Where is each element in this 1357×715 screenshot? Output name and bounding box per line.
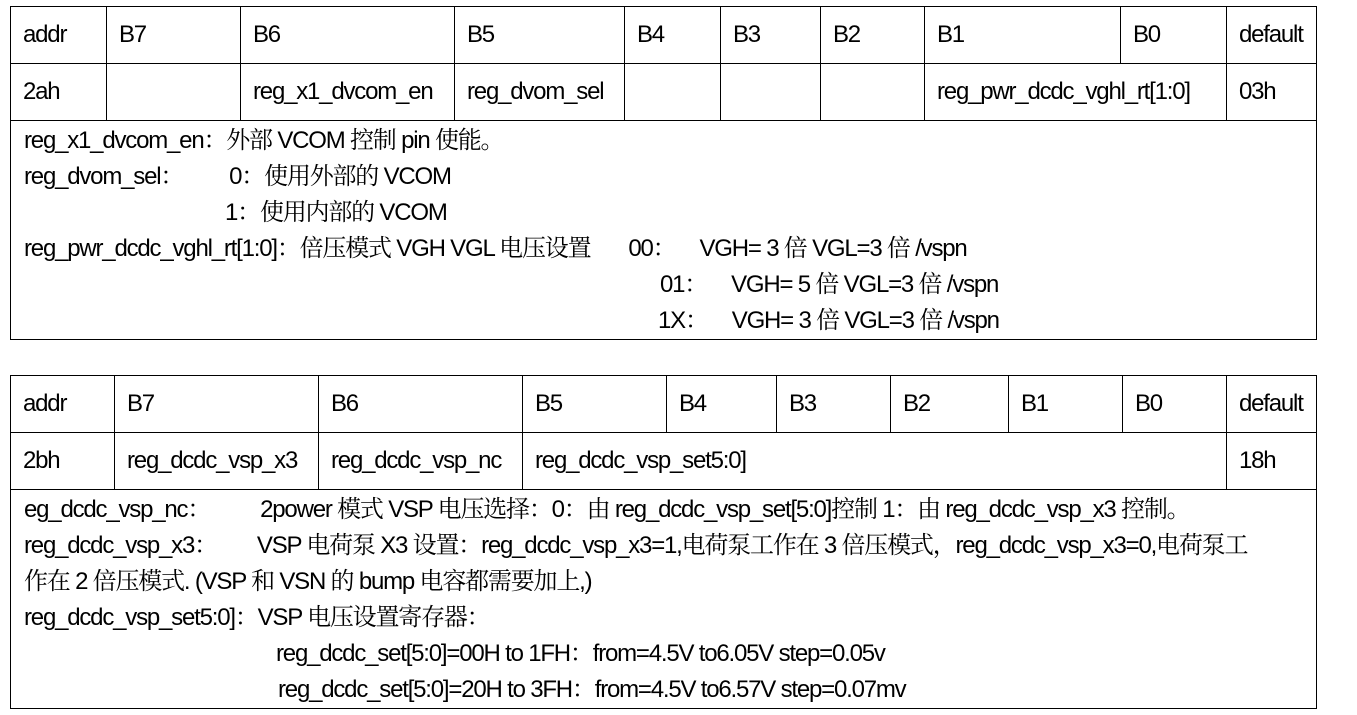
desc-line: reg_x1_dvcom_en：外部 VCOM 控制 pin 使能。 [24, 127, 504, 154]
header-b0: B0 [1123, 376, 1227, 433]
desc-text: 2power 模式 VSP 电压选择：0：由 reg_dcdc_vsp_set[5:0]控制 1：由 reg_dcdc_vsp_x3 控制。 [260, 496, 1190, 523]
description-row [11, 490, 1317, 709]
desc-text: reg_dcdc_set[5:0]=00H to 1FH：from=4.5V to6.05V step=0.05v [276, 640, 885, 667]
cell-default: 03h [1227, 64, 1317, 121]
cell-addr: 2ah [11, 64, 107, 121]
cell-default: 18h [1227, 433, 1317, 490]
desc-line: reg_dcdc_vsp_set5:0]：VSP 电压设置寄存器： [24, 604, 490, 631]
header-row [11, 376, 1317, 433]
desc-code: 01： [660, 271, 708, 298]
desc-line: 作在 2 倍压模式. (VSP 和 VSN 的 bump 电容都需要加上,) [24, 568, 592, 595]
desc-line [24, 267, 1316, 303]
desc-text: 1：使用内部的 VCOM [225, 199, 447, 226]
desc-label: eg_dcdc_vsp_nc： [24, 496, 211, 523]
desc-line [24, 303, 1316, 339]
header-default: default [1227, 376, 1317, 433]
desc-value: VGH= 5 倍 VGL=3 倍 /vspn [731, 271, 999, 298]
description-cell [11, 490, 1317, 709]
cell-b6: reg_x1_dvcom_en [241, 64, 455, 121]
cell-b7 [107, 64, 241, 121]
desc-text: VSP 电荷泵 X3 设置：reg_dcdc_vsp_x3=1,电荷泵工作在 3 倍压模式，reg_dcdc_vsp_x3=0,电荷泵工 [256, 532, 1248, 559]
header-b0: B0 [1121, 7, 1227, 64]
desc-line [24, 159, 1316, 195]
desc-label: reg_dvom_sel： [24, 163, 184, 190]
header-b1: B1 [925, 7, 1121, 64]
register-table-2bh [10, 375, 1317, 709]
cell-b4 [625, 64, 721, 121]
header-b2: B2 [891, 376, 1009, 433]
desc-line [24, 528, 1316, 564]
description-cell [11, 121, 1317, 340]
description-row [11, 121, 1317, 340]
cell-b6: reg_dcdc_vsp_nc [319, 433, 523, 490]
desc-label: reg_dcdc_vsp_x3： [24, 532, 217, 559]
desc-line [24, 231, 1316, 267]
desc-value: VGH= 3 倍 VGL=3 倍 /vspn [699, 235, 967, 262]
header-b6: B6 [241, 7, 455, 64]
desc-line [24, 195, 1316, 231]
desc-text: reg_dcdc_set[5:0]=20H to 3FH：from=4.5V to6.57V step=0.07mv [278, 676, 906, 703]
desc-label: reg_pwr_dcdc_vghl_rt[1:0]：倍压模式 VGH VGL 电压设置 [24, 235, 591, 262]
desc-line [24, 492, 1316, 528]
header-b1: B1 [1009, 376, 1123, 433]
cell-addr: 2bh [11, 433, 115, 490]
desc-text: 0：使用外部的 VCOM [229, 163, 451, 190]
cell-b5-b0: reg_dcdc_vsp_set5:0] [523, 433, 1227, 490]
cell-b1-b0: reg_pwr_dcdc_vghl_rt[1:0] [925, 64, 1227, 121]
header-addr: addr [11, 376, 115, 433]
header-b7: B7 [115, 376, 319, 433]
register-table-2ah [10, 6, 1317, 340]
header-addr: addr [11, 7, 107, 64]
desc-code: 1X： [658, 307, 708, 334]
header-b3: B3 [721, 7, 821, 64]
desc-code: 00： [628, 235, 676, 262]
header-b2: B2 [821, 7, 925, 64]
cell-b2 [821, 64, 925, 121]
header-b6: B6 [319, 376, 523, 433]
value-row [11, 433, 1317, 490]
header-b3: B3 [777, 376, 891, 433]
header-b4: B4 [625, 7, 721, 64]
value-row [11, 64, 1317, 121]
cell-b7: reg_dcdc_vsp_x3 [115, 433, 319, 490]
cell-b5: reg_dvom_sel [455, 64, 625, 121]
header-b5: B5 [523, 376, 667, 433]
desc-line [24, 636, 1316, 672]
header-b7: B7 [107, 7, 241, 64]
header-default: default [1227, 7, 1317, 64]
header-row [11, 7, 1317, 64]
desc-value: VGH= 3 倍 VGL=3 倍 /vspn [731, 307, 999, 334]
header-b5: B5 [455, 7, 625, 64]
header-b4: B4 [667, 376, 777, 433]
cell-b3 [721, 64, 821, 121]
desc-line [24, 672, 1316, 708]
